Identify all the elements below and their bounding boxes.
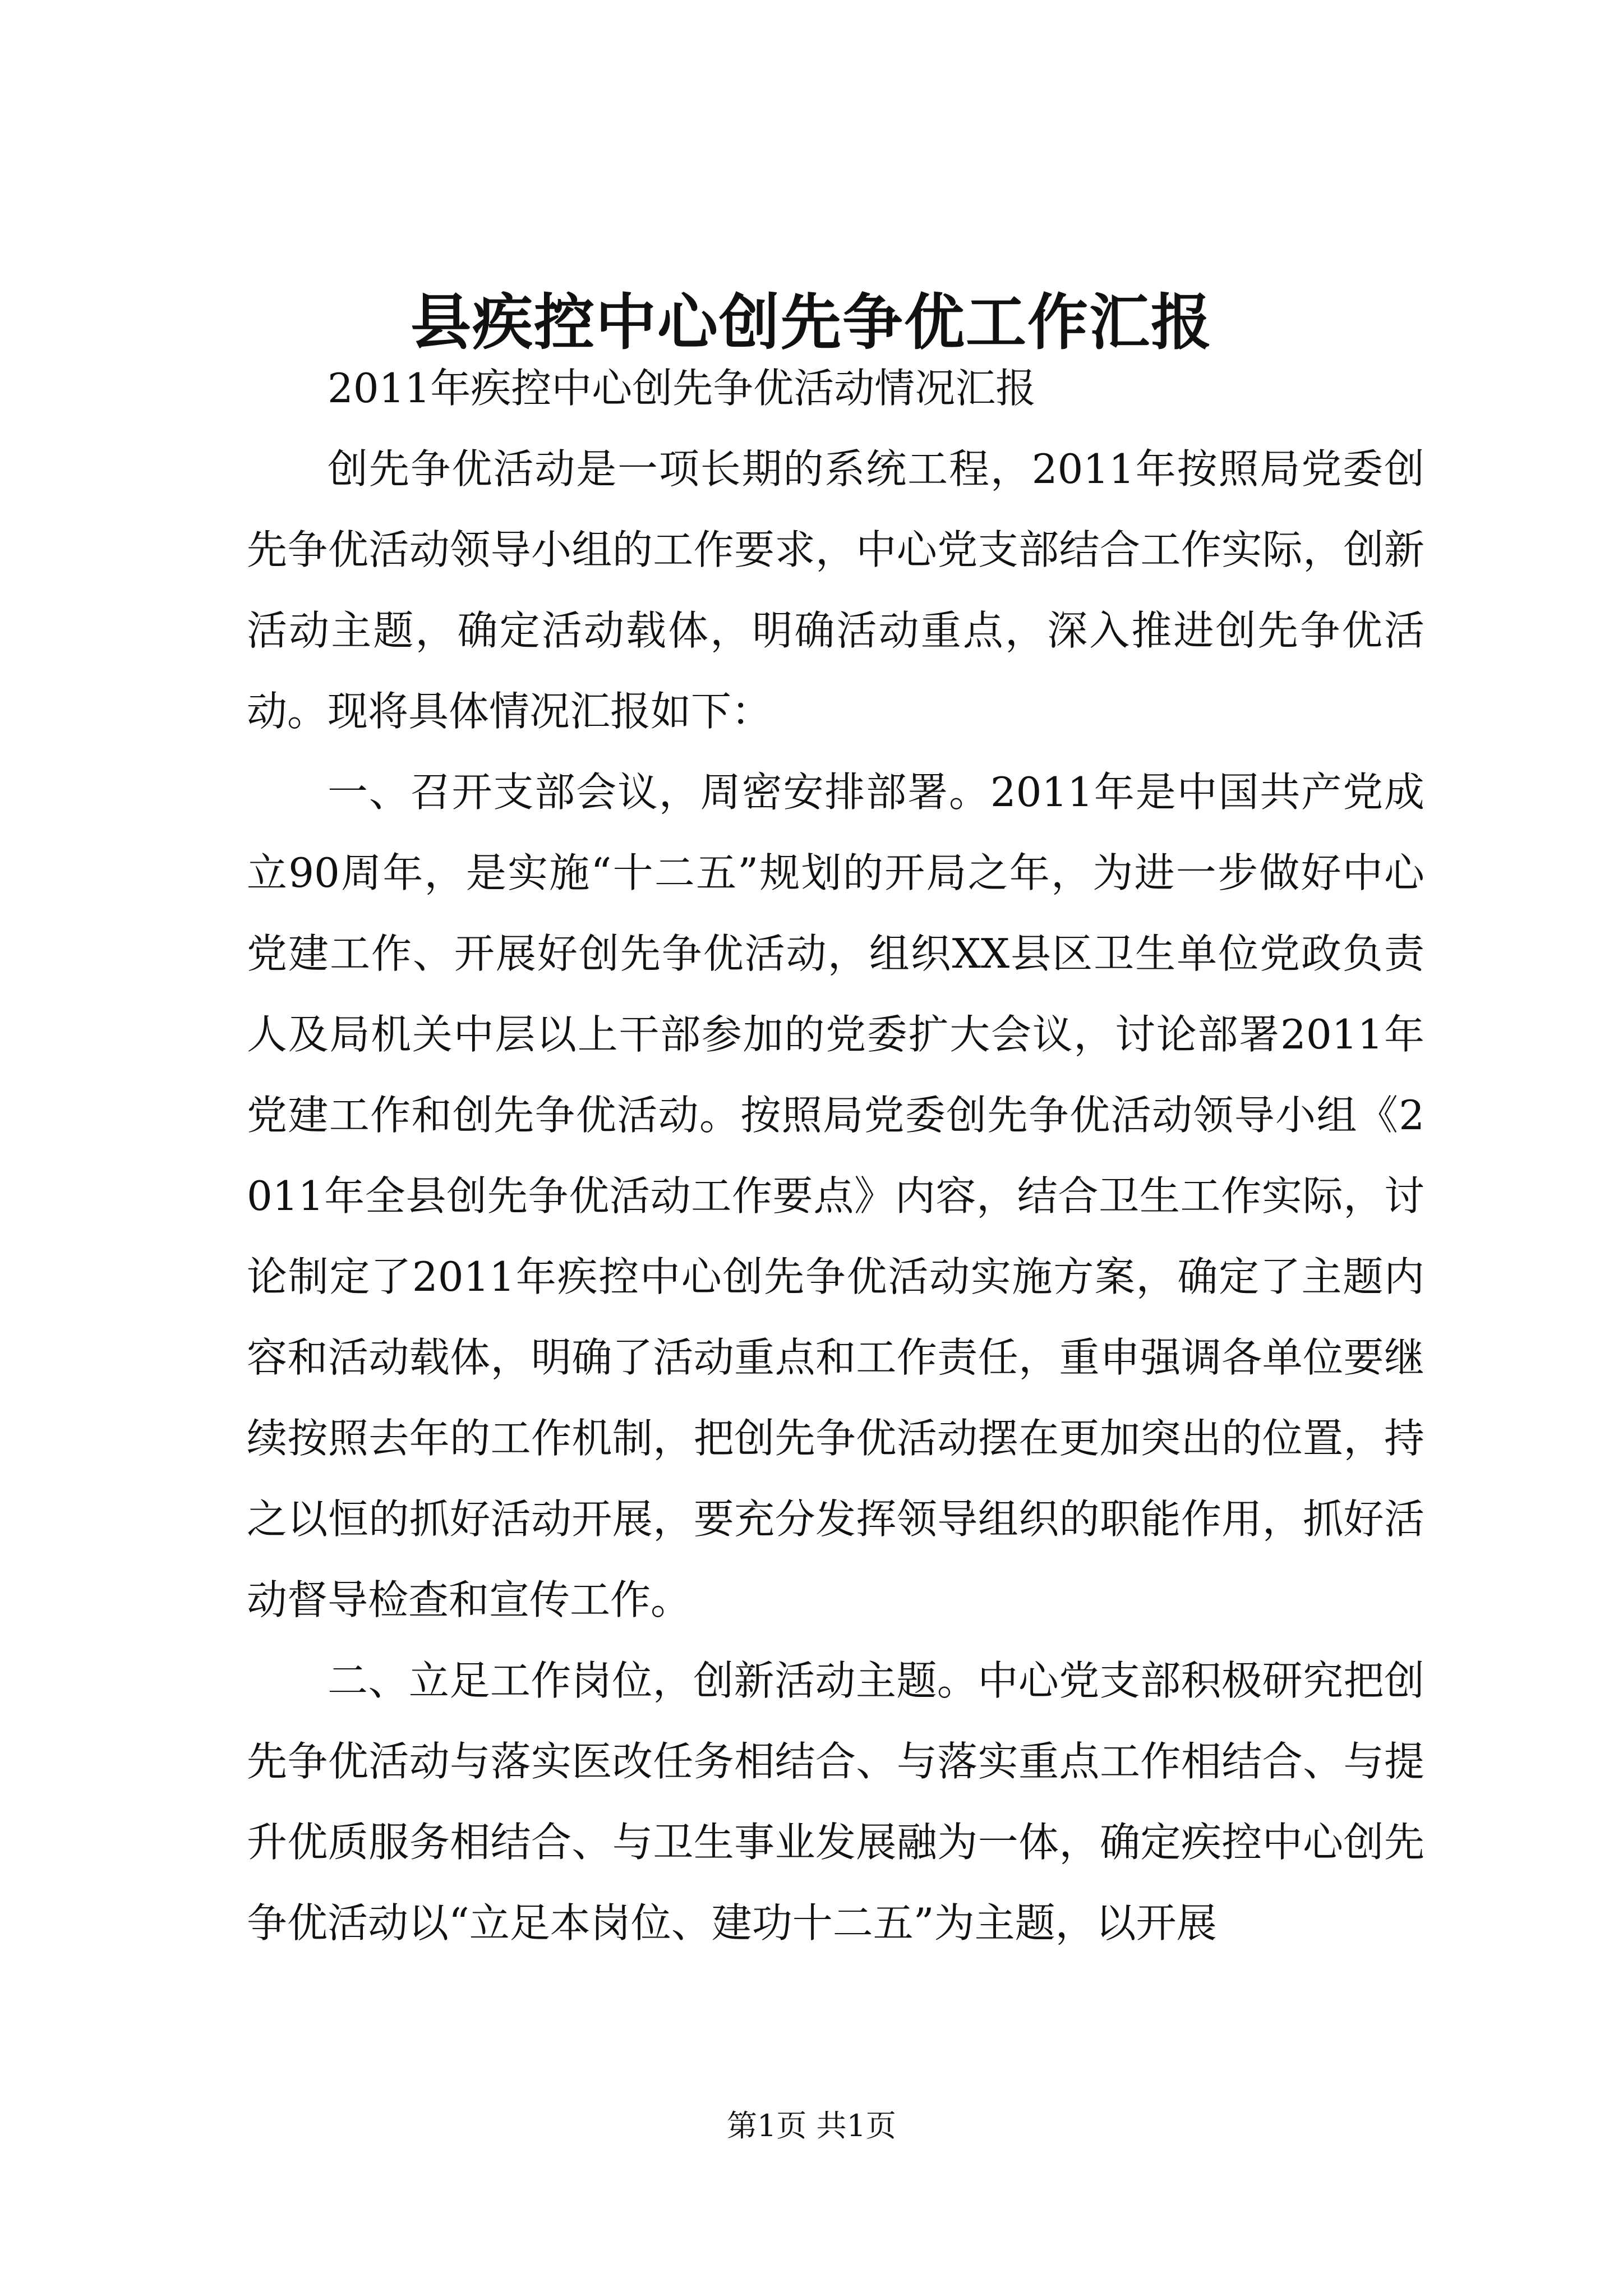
document-title: 县疾控中心创先争优工作汇报 — [410, 287, 1212, 358]
section-two-paragraph: 二、立足工作岗位，创新活动主题。中心党支部积极研究把创先争优活动与落实医改任务相结合、与落实重点工作相结合、与提升优质服务相结合、与卫生事业发展融为一体，确定疾控中心创先争优活动以“立足本岗位、建功十二五”为主题，以开展 — [247, 1657, 1424, 1947]
section-one-paragraph: 一、召开支部会议，周密安排部署。2011年是中国共产党成立90周年，是实施“十二五”规划的开局之年，为进一步做好中心党建工作、开展好创先争优活动，组织XX县区卫生单位党政负责人及局机关中层以上干部参加的党委扩大会议，讨论部署2011年党建工作和创先争优活动。按照局党委创先争优活动领导小组《2011年全县创先争优活动工作要点》内容，结合卫生工作实际，讨论制定了2011年疾控中心创先争优活动实施方案，确定了主题内容和活动载体，明确了活动重点和工作责任，重申强调各单位要继续按照去年的工作机制，把创先争优活动摆在更加突出的位置，持之以恒的抓好活动开展，要充分发挥领导组织的职能作用，抓好活动督导检查和宣传工作。 — [247, 769, 1424, 1623]
intro-paragraph: 创先争优活动是一项长期的系统工程，2011年按照局党委创先争优活动领导小组的工作要求，中心党支部结合工作实际，创新活动主题，确定活动载体，明确活动重点，深入推进创先争优活动。现将具体情况汇报如下： — [247, 445, 1424, 735]
subtitle-paragraph: 2011年疾控中心创先争优活动情况汇报 — [328, 365, 1036, 412]
page-footer: 第1页 共1页 — [727, 2108, 896, 2143]
document-body — [247, 348, 1424, 1963]
